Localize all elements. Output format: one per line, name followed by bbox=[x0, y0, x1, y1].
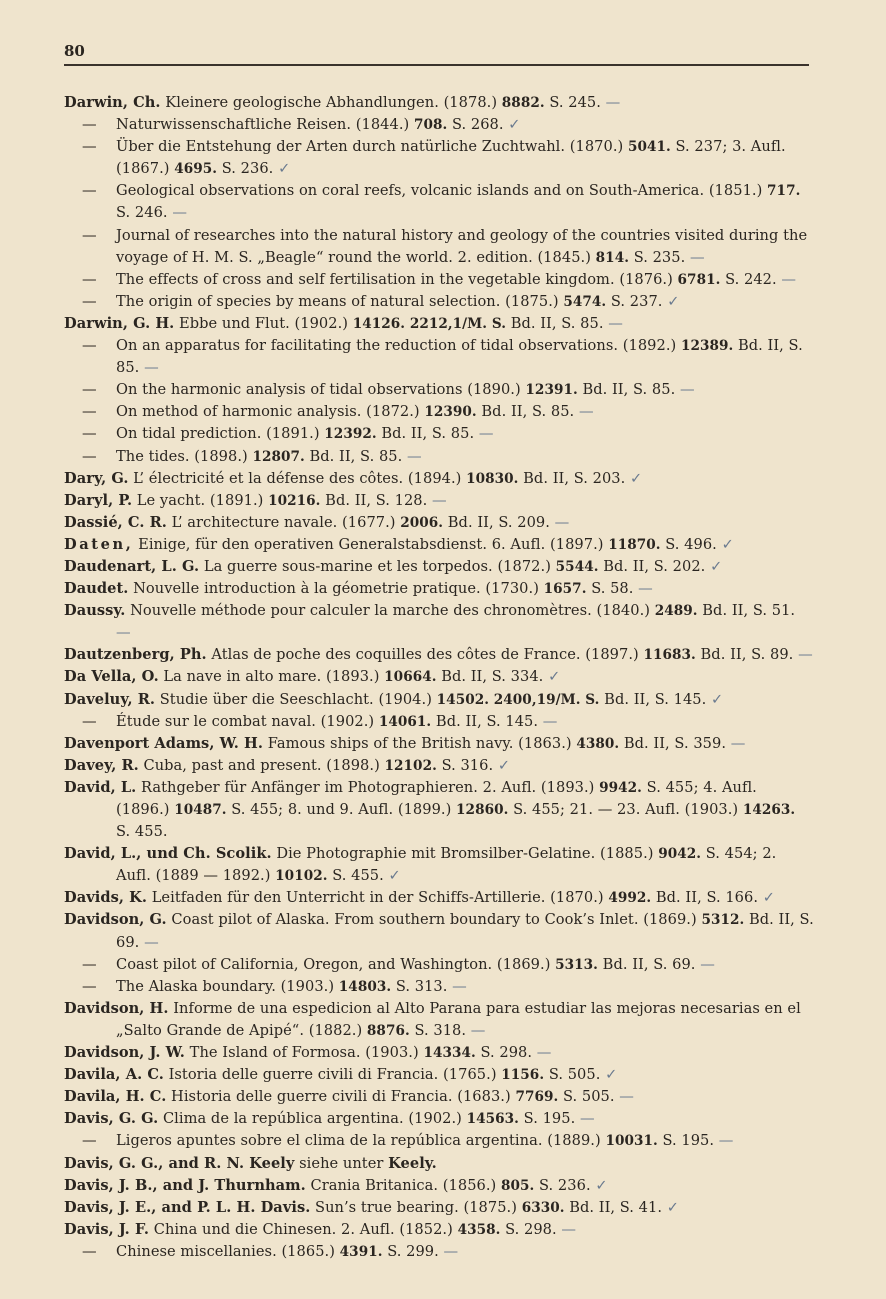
check-mark: — bbox=[608, 314, 623, 332]
entry-title: Kleinere geologische Abhandlungen. (1878.) bbox=[165, 94, 498, 111]
author-name: Davids, K. bbox=[64, 889, 147, 907]
page-reference: Bd. II, S. 334. bbox=[441, 668, 544, 686]
page-reference: Bd. II, S. 209. bbox=[447, 513, 550, 531]
check-mark: — bbox=[443, 1242, 459, 1260]
sub-entry bbox=[64, 1241, 814, 1263]
entry-title: Informe de una espedicion al Alto Parana para estudiar las mejoras necesarias en el „Salto Grande de Apipé“. (1882.) bbox=[116, 999, 801, 1039]
continuation-dash: — bbox=[82, 381, 97, 399]
check-mark: — bbox=[679, 381, 695, 399]
page-reference: S. 505. bbox=[562, 1088, 615, 1106]
entry-title: Studie über die Seeschlacht. (1904.) bbox=[159, 690, 432, 708]
page-reference: Bd. II, S. 145. bbox=[435, 712, 539, 730]
author-entry bbox=[64, 92, 814, 114]
page-reference: S. 505. bbox=[548, 1066, 601, 1084]
author-name: Daussy. bbox=[64, 602, 126, 620]
entry-title: On an apparatus for facilitating the reduction of tidal observations. (1892.) bbox=[116, 337, 677, 355]
catalog-number: 10031. bbox=[605, 1133, 658, 1150]
check-mark: ✓ bbox=[762, 889, 776, 907]
page-reference: S. 455; 4. Aufl. (1896.) bbox=[116, 778, 757, 818]
continuation-dash: — bbox=[82, 425, 97, 443]
check-mark: ✓ bbox=[721, 535, 734, 553]
entry-title: The tides. (1898.) bbox=[116, 447, 248, 465]
check-mark: — bbox=[452, 977, 467, 995]
continuation-dash: — bbox=[82, 182, 97, 200]
page-reference: S. 496. bbox=[665, 535, 717, 553]
author-entry bbox=[64, 1219, 814, 1241]
sub-entry bbox=[64, 379, 814, 401]
catalog-number: 5313. bbox=[555, 956, 598, 973]
author-name: Daveluy, R. bbox=[64, 690, 156, 708]
check-mark: — bbox=[144, 933, 159, 951]
author-name: David, L., und Ch. Scolik. bbox=[64, 845, 272, 863]
entry-title: Istoria delle guerre civili di Francia. (1765.) bbox=[168, 1066, 497, 1084]
catalog-number: 12389. bbox=[680, 338, 734, 355]
continuation-dash: — bbox=[82, 292, 97, 310]
check-mark: ✓ bbox=[548, 668, 561, 686]
bibliography-list bbox=[64, 92, 814, 1263]
author-entry bbox=[64, 644, 814, 666]
check-mark: ✓ bbox=[508, 116, 521, 134]
sub-entry bbox=[64, 954, 814, 976]
sub-entry bbox=[64, 225, 814, 269]
check-mark: — bbox=[144, 359, 159, 377]
entry-title: Cuba, past and present. (1898.) bbox=[143, 756, 380, 774]
page-reference: S. 242. bbox=[725, 270, 777, 288]
catalog-number: 814. bbox=[595, 249, 629, 266]
catalog-number: 14502. 2400,19/M. S. bbox=[436, 691, 600, 708]
check-mark: ✓ bbox=[711, 690, 724, 708]
page-number: 80 bbox=[64, 42, 85, 60]
check-mark: — bbox=[432, 491, 447, 509]
author-entry bbox=[64, 689, 814, 711]
check-mark: ✓ bbox=[278, 160, 291, 178]
page-reference: S. 237. bbox=[610, 292, 663, 310]
continuation-dash: — bbox=[82, 712, 97, 730]
author-entry bbox=[64, 755, 814, 777]
continuation-dash: — bbox=[82, 403, 97, 421]
entry-title: The Island of Formosa. (1903.) bbox=[189, 1044, 419, 1062]
catalog-number: 12390. bbox=[424, 404, 477, 421]
check-mark: — bbox=[561, 1220, 577, 1238]
page-reference: S. 245. bbox=[549, 94, 601, 111]
sub-entry bbox=[64, 446, 814, 468]
catalog-number: 4992. bbox=[608, 890, 652, 907]
check-mark: ✓ bbox=[666, 1198, 680, 1216]
author-entry bbox=[64, 468, 814, 490]
check-mark: — bbox=[700, 955, 715, 973]
entry-title: Étude sur le combat naval. (1902.) bbox=[116, 712, 375, 730]
author-entry bbox=[64, 666, 814, 688]
check-mark: ✓ bbox=[710, 557, 723, 575]
catalog-number: 805. bbox=[501, 1177, 535, 1194]
catalog-number: 14263. bbox=[742, 802, 796, 818]
page-reference: Bd. II, S. 51. bbox=[702, 602, 796, 620]
author-name: Davis, J. F. bbox=[64, 1220, 150, 1238]
check-mark: ✓ bbox=[388, 867, 401, 885]
catalog-number: 2006. bbox=[400, 514, 444, 531]
page-reference: S. 455. bbox=[116, 823, 168, 841]
continuation-dash: — bbox=[82, 337, 97, 355]
author-entry bbox=[64, 1153, 814, 1175]
continuation-dash: — bbox=[82, 447, 97, 465]
check-mark: ✓ bbox=[605, 1066, 618, 1084]
catalog-number: 12391. bbox=[525, 382, 578, 399]
author-entry bbox=[64, 490, 814, 512]
check-mark: — bbox=[619, 1088, 634, 1106]
sub-entry bbox=[64, 291, 814, 313]
entry-title: Historia delle guerre civili di Francia. (1683.) bbox=[171, 1088, 511, 1106]
check-mark: — bbox=[172, 204, 187, 222]
sub-entry bbox=[64, 401, 814, 423]
catalog-number: 11683. bbox=[643, 647, 696, 664]
entry-title: On method of harmonic analysis. (1872.) bbox=[116, 403, 420, 421]
catalog-number: 12860. bbox=[456, 802, 509, 818]
author-name: Daryl, P. bbox=[64, 491, 133, 509]
entry-title: China und die Chinesen. 2. Aufl. (1852.) bbox=[153, 1220, 453, 1238]
page-reference: Bd. II, S. 359. bbox=[623, 734, 727, 752]
author-entry bbox=[64, 556, 814, 578]
author-name: Darwin, Ch. bbox=[64, 94, 161, 111]
page-reference: Bd. II, S. 69. bbox=[602, 955, 696, 973]
author-name: Daudenart, L. G. bbox=[64, 557, 200, 575]
check-mark: — bbox=[578, 403, 594, 421]
page-reference: S. 236. bbox=[221, 160, 274, 178]
page-reference: Bd. II, S. 202. bbox=[603, 557, 706, 575]
sub-entry bbox=[64, 180, 814, 224]
catalog-number: 1156. bbox=[501, 1067, 545, 1084]
page-reference: S. 316. bbox=[441, 756, 494, 774]
entry-title: Geological observations on coral reefs, volcanic islands and on South-America. (1851.) bbox=[116, 182, 763, 200]
page-reference: S. 298. bbox=[480, 1044, 533, 1062]
catalog-number: 11870. bbox=[608, 536, 661, 553]
check-mark: — bbox=[554, 513, 570, 531]
catalog-number: 4695. bbox=[174, 161, 218, 178]
check-mark: — bbox=[470, 1021, 486, 1039]
entry-title: On tidal prediction. (1891.) bbox=[116, 425, 320, 443]
check-mark: — bbox=[407, 447, 422, 465]
catalog-number: 9042. bbox=[658, 846, 702, 863]
page-reference: Bd. II, S. 166. bbox=[655, 889, 759, 907]
entry-title: Nouvelle introduction à la géometrie pratique. (1730.) bbox=[133, 580, 539, 598]
continuation-dash: — bbox=[82, 138, 97, 156]
check-mark: — bbox=[478, 425, 494, 443]
entry-title: L’ électricité et la défense des côtes. (1894.) bbox=[133, 469, 462, 487]
author-name: Daten, bbox=[64, 535, 134, 553]
catalog-number: 12807. bbox=[252, 448, 305, 465]
catalog-number: 10664. bbox=[384, 669, 437, 686]
page-reference: S. 455. bbox=[332, 867, 384, 885]
catalog-number: 14803. bbox=[338, 978, 392, 995]
author-entry bbox=[64, 733, 814, 755]
entry-title: Le yacht. (1891.) bbox=[136, 491, 264, 509]
entry-title: Die Photographie mit Bromsilber-Gelatine. (1885.) bbox=[276, 845, 654, 863]
page-reference: Bd. II, S. 41. bbox=[569, 1198, 663, 1216]
check-mark: — bbox=[116, 624, 131, 642]
entry-title: Famous ships of the British navy. (1863.) bbox=[267, 734, 572, 752]
catalog-number: 9942. bbox=[599, 779, 642, 796]
author-entry bbox=[64, 777, 814, 843]
check-mark: ✓ bbox=[630, 469, 643, 487]
page-reference: S. 235. bbox=[633, 248, 686, 266]
page-reference: Bd. II, S. 85. bbox=[309, 447, 403, 465]
entry-title: The effects of cross and self fertilisation in the vegetable kingdom. (1876.) bbox=[116, 270, 673, 288]
entry-title: Coast pilot of California, Oregon, and Washington. (1869.) bbox=[116, 955, 551, 973]
entry-title: The origin of species by means of natural selection. (1875.) bbox=[116, 292, 559, 310]
author-entry bbox=[64, 578, 814, 600]
page-reference: S. 455; 21. — 23. Aufl. (1903.) bbox=[513, 801, 739, 818]
entry-title: Clima de la república argentina. (1902.) bbox=[162, 1110, 462, 1128]
continuation-dash: — bbox=[82, 977, 97, 995]
author-name: Davidson, H. bbox=[64, 999, 169, 1017]
page-reference: Bd. II, S. 145. bbox=[604, 690, 707, 708]
sub-entry bbox=[64, 1130, 814, 1152]
catalog-number: 2489. bbox=[654, 603, 698, 620]
author-name: Daudet. bbox=[64, 580, 129, 598]
catalog-number: 4391. bbox=[339, 1243, 383, 1260]
catalog-number: 14334. bbox=[423, 1045, 476, 1062]
page-reference: S. 246. bbox=[116, 204, 168, 222]
entry-title: Nouvelle méthode pour calculer la marche des chronomètres. (1840.) bbox=[130, 602, 651, 620]
page-reference: Bd. II, S. 128. bbox=[325, 491, 428, 509]
check-mark: — bbox=[798, 646, 813, 664]
entry-title: Ebbe und Flut. (1902.) bbox=[179, 314, 349, 332]
author-name: Davidson, J. W. bbox=[64, 1044, 185, 1062]
entry-title: Chinese miscellanies. (1865.) bbox=[116, 1242, 335, 1260]
author-entry bbox=[64, 1042, 814, 1064]
check-mark: — bbox=[605, 94, 621, 111]
entry-title: Journal of researches into the natural history and geology of the countries visited during the voyage of H. M. S. „Beagle“ round the world. 2. edition. (1845.) bbox=[116, 226, 808, 266]
catalog-number: 10216. bbox=[268, 492, 321, 509]
check-mark: — bbox=[730, 734, 746, 752]
check-mark: — bbox=[579, 1110, 595, 1128]
author-entry bbox=[64, 909, 814, 953]
catalog-number: 5474. bbox=[563, 293, 607, 310]
catalog-number: 6330. bbox=[521, 1199, 565, 1216]
entry-title: Atlas de poche des coquilles des côtes de France. (1897.) bbox=[211, 646, 639, 664]
entry-title: Coast pilot of Alaska. From southern boundary to Cook’s Inlet. (1869.) bbox=[171, 911, 697, 929]
sub-entry bbox=[64, 423, 814, 445]
catalog-number: 12102. bbox=[384, 757, 437, 774]
entry-title: The Alaska boundary. (1903.) bbox=[116, 977, 335, 995]
page-reference: S. 298. bbox=[505, 1220, 557, 1238]
entry-title: Einige, für den operativen Generalstabsdienst. 6. Aufl. (1897.) bbox=[138, 535, 604, 553]
page-reference: S. 58. bbox=[591, 580, 634, 598]
continuation-dash: — bbox=[82, 226, 97, 244]
author-name: Dautzenberg, Ph. bbox=[64, 646, 207, 664]
catalog-number: 14563. bbox=[466, 1111, 519, 1128]
author-name: Davis, J. B., and J. Thurnham. bbox=[64, 1176, 306, 1194]
page-reference: S. 313. bbox=[395, 977, 448, 995]
sub-entry bbox=[64, 335, 814, 379]
check-mark: ✓ bbox=[667, 292, 680, 310]
check-mark: — bbox=[542, 712, 558, 730]
catalog-number: 708. bbox=[413, 117, 448, 134]
catalog-number: 5544. bbox=[555, 558, 599, 575]
sub-entry bbox=[64, 269, 814, 291]
catalog-number: 5041. bbox=[628, 139, 671, 156]
author-name: Davidson, G. bbox=[64, 911, 167, 929]
catalog-number: 14126. 2212,1/M. S. bbox=[352, 315, 506, 332]
catalog-number: 6781. bbox=[677, 271, 721, 288]
page-reference: Bd. II, S. 69. bbox=[116, 911, 814, 951]
check-mark: — bbox=[536, 1044, 552, 1062]
author-name: Davila, A. C. bbox=[64, 1066, 164, 1084]
author-name: Davenport Adams, W. H. bbox=[64, 734, 263, 752]
continuation-dash: — bbox=[82, 116, 97, 134]
continuation-dash: — bbox=[82, 1132, 97, 1150]
catalog-number: 8876. bbox=[366, 1022, 410, 1039]
page-reference: Bd. II, S. 85. bbox=[381, 425, 475, 443]
continuation-dash: — bbox=[82, 955, 97, 973]
page-reference: Bd. II, S. 85. bbox=[116, 337, 803, 377]
entry-title: Über die Entstehung der Arten durch natürliche Zuchtwahl. (1870.) bbox=[116, 138, 624, 156]
entry-title: La nave in alto mare. (1893.) bbox=[163, 668, 380, 686]
continuation-dash: — bbox=[82, 270, 97, 288]
author-name: Davis, G. G., and R. N. Keely bbox=[64, 1154, 295, 1172]
author-name: David, L. bbox=[64, 778, 137, 796]
author-entry bbox=[64, 998, 814, 1042]
catalog-number: 10487. bbox=[174, 802, 227, 818]
entry-title: Naturwissenschaftliche Reisen. (1844.) bbox=[116, 116, 410, 134]
page-reference: Bd. II, S. 85. bbox=[582, 381, 676, 399]
catalog-number: 10102. bbox=[275, 868, 328, 885]
page-reference: S. 237; 3. Aufl. (1867.) bbox=[116, 138, 786, 178]
check-mark: — bbox=[690, 248, 705, 266]
page-reference: S. 454; 2. Aufl. (1889 — 1892.) bbox=[116, 845, 777, 885]
check-mark: ✓ bbox=[497, 756, 511, 774]
page-reference: S. 268. bbox=[451, 116, 504, 134]
sub-entry bbox=[64, 136, 814, 180]
page-reference: S. 195. bbox=[662, 1132, 715, 1150]
check-mark: — bbox=[638, 580, 653, 598]
author-name: Da Vella, O. bbox=[64, 668, 159, 686]
author-name: Davis, G. G. bbox=[64, 1110, 159, 1128]
author-entry bbox=[64, 534, 814, 556]
catalog-number: 7769. bbox=[515, 1089, 559, 1106]
catalog-number: 5312. bbox=[701, 912, 745, 929]
entry-title: Rathgeber für Anfänger im Photographieren. 2. Aufl. (1893.) bbox=[141, 778, 595, 796]
continuation-dash: — bbox=[82, 1242, 97, 1260]
page-reference: Bd. II, S. 85. bbox=[481, 403, 575, 421]
author-entry bbox=[64, 1064, 814, 1086]
page-reference: Bd. II, S. 203. bbox=[523, 469, 626, 487]
sub-entry bbox=[64, 976, 814, 998]
entry-title: Sun’s true bearing. (1875.) bbox=[315, 1198, 517, 1216]
catalog-number: 1657. bbox=[543, 581, 587, 598]
author-name: Dary, G. bbox=[64, 469, 129, 487]
check-mark: — bbox=[781, 270, 797, 288]
author-entry bbox=[64, 600, 814, 644]
author-entry bbox=[64, 512, 814, 534]
author-entry bbox=[64, 1175, 814, 1197]
page-reference: Bd. II, S. 89. bbox=[700, 646, 794, 664]
author-name: Darwin, G. H. bbox=[64, 314, 175, 332]
entry-title: siehe unter bbox=[299, 1154, 384, 1172]
author-name: Davey, R. bbox=[64, 756, 139, 774]
sub-entry bbox=[64, 711, 814, 733]
catalog-number: 14061. bbox=[378, 713, 432, 730]
check-mark: — bbox=[718, 1132, 734, 1150]
author-entry bbox=[64, 843, 814, 887]
author-name: Davis, J. E., and P. L. H. Davis. bbox=[64, 1198, 311, 1216]
catalog-number: 4380. bbox=[576, 735, 620, 752]
page-reference: S. 455; 8. und 9. Aufl. (1899.) bbox=[231, 801, 452, 818]
author-entry bbox=[64, 1197, 814, 1219]
check-mark: ✓ bbox=[595, 1176, 608, 1194]
entry-title: L’ architecture navale. (1677.) bbox=[171, 513, 396, 531]
page-reference: Bd. II, S. 85. bbox=[510, 314, 604, 332]
catalog-number: 12392. bbox=[324, 426, 377, 443]
entry-title: On the harmonic analysis of tidal observations (1890.) bbox=[116, 381, 521, 399]
author-entry bbox=[64, 313, 814, 335]
catalog-number: 8882. bbox=[501, 95, 545, 111]
entry-title: Ligeros apuntes sobre el clima de la república argentina. (1889.) bbox=[116, 1132, 601, 1150]
catalog-number: 10830. bbox=[466, 470, 519, 487]
entry-title: La guerre sous-marine et les torpedos. (1872.) bbox=[203, 557, 551, 575]
author-entry bbox=[64, 887, 814, 909]
entry-title: Leitfaden für den Unterricht in der Schiffs-Artillerie. (1870.) bbox=[151, 889, 604, 907]
author-entry bbox=[64, 1086, 814, 1108]
page-reference: S. 236. bbox=[539, 1176, 591, 1194]
page-reference: S. 299. bbox=[387, 1242, 439, 1260]
cross-reference: Keely. bbox=[388, 1154, 437, 1172]
author-entry bbox=[64, 1108, 814, 1130]
header-rule bbox=[64, 64, 809, 66]
page-reference: S. 195. bbox=[523, 1110, 576, 1128]
sub-entry bbox=[64, 114, 814, 136]
author-name: Dassié, C. R. bbox=[64, 513, 167, 531]
page-reference: S. 318. bbox=[414, 1021, 467, 1039]
author-name: Davila, H. C. bbox=[64, 1088, 167, 1106]
catalog-number: 717. bbox=[767, 183, 801, 200]
entry-title: Crania Britanica. (1856.) bbox=[310, 1176, 497, 1194]
catalog-number: 4358. bbox=[457, 1221, 501, 1238]
